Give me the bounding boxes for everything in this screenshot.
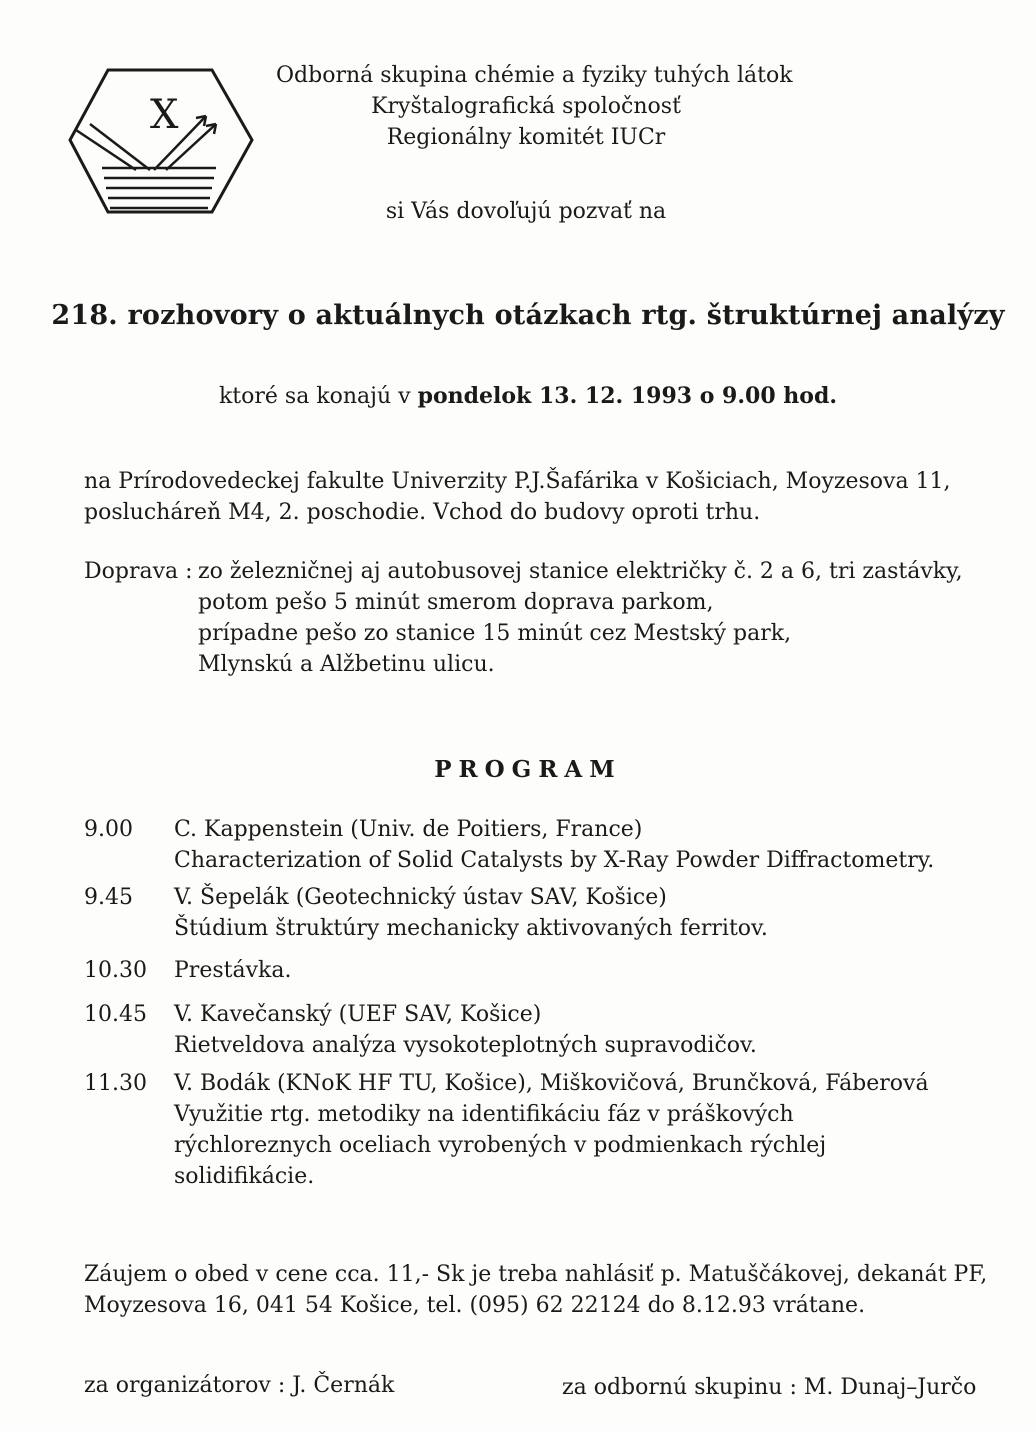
transport-line-3: prípadne pešo zo stanice 15 minút cez Mestský park, [198,621,792,646]
program-heading: PROGRAM [434,756,622,783]
program-item-line: Characterization of Solid Catalysts by X-Ray Powder Diffractometry. [174,848,935,873]
signature-organizer: za organizátorov : J. Černák [84,1373,395,1398]
venue-line-2: poslucháreň M4, 2. poschodie. Vchod do budovy oproti trhu. [84,500,761,525]
program-item-line: V. Bodák (KNoK HF TU, Košice), Miškovičová, Brunčková, Fáberová [174,1071,929,1096]
program-item-line: V. Šepelák (Geotechnický ústav SAV, Košice) [174,885,667,910]
program-time: 10.45 [84,1002,147,1027]
date-line [0,380,1036,413]
program-item-line: Prestávka. [174,958,292,983]
venue-line-1: na Prírodovedeckej fakulte Univerzity P.J.Šafárika v Košiciach, Moyzesova 11, [84,469,951,494]
signature-group: za odbornú skupinu : M. Dunaj–Jurčo [562,1375,977,1400]
program-item-line: V. Kavečanský (UEF SAV, Košice) [174,1002,542,1027]
program-time: 9.00 [84,817,133,842]
program-item-line: rýchloreznych oceliach vyrobených v podmienkach rýchlej [174,1133,827,1158]
transport-line-4: Mlynskú a Alžbetinu ulicu. [198,652,495,677]
program-item-line: C. Kappenstein (Univ. de Poitiers, France) [174,817,643,842]
lunch-line-2: Moyzesova 16, 041 54 Košice, tel. (095) 62 22124 do 8.12.93 vrátane. [84,1293,866,1318]
program-time: 11.30 [84,1071,147,1096]
program-time: 10.30 [84,958,147,983]
crystal-diffraction-logo-icon [66,66,256,216]
transport-line-1: zo železničnej aj autobusovej stanice električky č. 2 a 6, tri zastávky, [198,559,963,584]
logo-letter: X [150,92,179,138]
event-title: 218. rozhovory o aktuálnych otázkach rtg. štruktúrnej analýzy [51,300,1005,331]
invite-line: si Vás dovoľujú pozvať na [385,199,667,224]
program-item-line: Využitie rtg. metodiky na identifikáciu fáz v práškových [174,1102,794,1127]
program-item-line: solidifikácie. [174,1164,315,1189]
program-item-line: Štúdium štruktúry mechanicky aktivovaných ferritov. [174,916,768,941]
organizer-line-3: Regionálny komitét IUCr [386,125,666,150]
organizer-line-1: Odborná skupina chémie a fyziky tuhých látok [276,63,793,88]
date-line-emphasis: pondelok 13. 12. 1993 o 9.00 hod. [417,383,838,409]
organizer-line-2: Kryštalografická spoločnosť [371,94,681,119]
date-line-prefix: ktoré sa konajú v [218,384,418,409]
program-item-line: Rietveldova analýza vysokoteplotných supravodičov. [174,1033,757,1058]
transport-line-2: potom pešo 5 minút smerom doprava parkom, [198,590,714,615]
lunch-line-1: Záujem o obed v cene cca. 11,- Sk je treba nahlásiť p. Matuščákovej, dekanát PF, [84,1262,988,1287]
transport-label: Doprava : [84,559,193,584]
program-time: 9.45 [84,885,133,910]
